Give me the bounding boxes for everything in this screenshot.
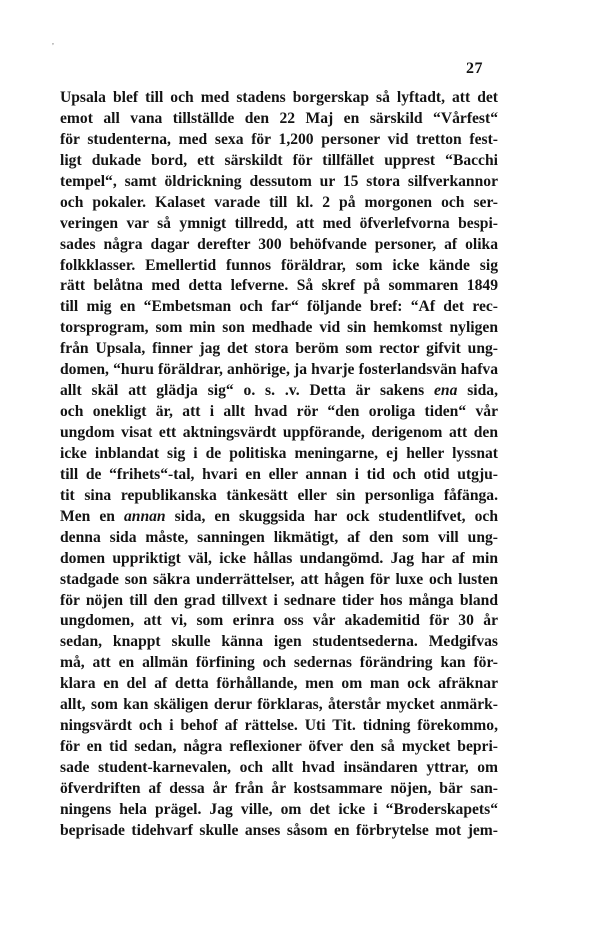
- emphasis: ena: [433, 382, 458, 400]
- text-line: stadgade son säkra underrättelser, att hågen för luxe och lusten: [60, 570, 498, 588]
- text-line: och pokaler. Kalaset varade till kl. 2 på morgonen och ser-: [60, 193, 498, 211]
- text-line: för studenterna, med sexa för 1,200 personer vid tretton fest-: [60, 130, 498, 148]
- text-line: för nöjen till den grad tillvext i sednare tider hos många bland: [60, 591, 498, 609]
- text-line: ungdom visat ett aktningsvärdt uppförande, derigenom att den: [60, 424, 498, 441]
- text-line: ungdomen, att vi, som erinra oss vår akademitid för 30 år: [60, 612, 498, 630]
- text-line: allt, som kan skäligen derur förklaras, återstår mycket anmärk-: [60, 696, 498, 714]
- text-line: folkklasser. Emellertid funnos föräldrar, som icke kände sig: [60, 256, 498, 274]
- text-line: denna sida måste, sanningen likmätigt, af den som vill ung-: [60, 528, 498, 546]
- text-line: allt skäl att glädja sig“ o. s. .v. Detta är sakens ena sida,: [60, 382, 498, 400]
- text-line: till de “frihets“-tal, hvari en eller annan i tid och otid utgju-: [60, 465, 498, 483]
- body-paragraph: [60, 88, 498, 842]
- text-line: Upsala blef till och med stadens borgerskap så lyftadt, att det: [60, 89, 498, 106]
- text-line: sedan, knappt skulle känna igen studentsederna. Medgifvas: [60, 633, 498, 651]
- text-line: emot all vana tillställde den 22 Maj en särskild “Vårfest“: [60, 109, 498, 127]
- text-line: öfverdriften af dessa år från år kostsammare nöjen, bär san-: [60, 779, 498, 797]
- text-line: ligt dukade bord, ett särskildt för tillfället upprest “Bacchi: [60, 151, 498, 169]
- text-line: till mig en “Embetsman och far“ följande bref: “Af det rec-: [60, 298, 498, 316]
- emphasis: annan: [123, 507, 166, 525]
- text-line: domen, “huru föräldrar, anhörige, ja hvarje fosterlandsvän hafva: [60, 361, 498, 379]
- text-line: icke inblandat sig i de politiska meningarne, ej heller lyssnat: [60, 444, 498, 462]
- text-line: från Upsala, finner jag det stora beröm som rector gifvit ung-: [60, 340, 498, 358]
- text-line: tempel“, samt öldrickning dessutom ur 15 stora silfverkannor: [60, 172, 498, 190]
- text-line: rätt belåtna med detta lefverne. Så skref på sommaren 1849: [60, 277, 498, 295]
- page-number: 27: [466, 60, 483, 77]
- text-line: sade student-karnevalen, och allt hvad insändaren yttrar, om: [60, 759, 498, 776]
- text-line: Men en annan sida, en skuggsida har ock studentlifvet, och: [60, 507, 498, 525]
- text-line: för en tid sedan, några reflexioner öfver den så mycket bepri-: [60, 738, 498, 756]
- text-line: domen uppriktigt väl, icke hållas undangömd. Jag har af min: [60, 549, 498, 567]
- text-line: beprisade tidehvarf skulle anses såsom en förbrytelse mot jem-: [60, 821, 498, 839]
- text-line: ningsvärdt och i behof af rättelse. Uti Tit. tidning förekommo,: [60, 717, 498, 735]
- text-line: sades några dagar derefter 300 behöfvande personer, af olika: [60, 235, 498, 253]
- text-line: tit sina republikanska tänkesätt eller sin personliga fåfänga.: [60, 486, 498, 504]
- text-line: och onekligt är, att i allt hvad rör “den oroliga tiden“ vår: [60, 403, 498, 421]
- text-line: ningens hela prägel. Jag ville, om det icke i “Broderskapets“: [60, 800, 498, 818]
- text-line: må, att en allmän förfining och sedernas förändring kan för-: [60, 654, 498, 672]
- text-line: torsprogram, som min son medhade vid sin hemkomst nyligen: [60, 319, 498, 337]
- text-line: klara en del af detta förhållande, men om man ock afräknar: [60, 675, 498, 693]
- text-line: veringen var så ymnigt tillredd, att med öfverlefvorna bespi-: [60, 214, 498, 232]
- stray-mark: ,: [52, 37, 54, 46]
